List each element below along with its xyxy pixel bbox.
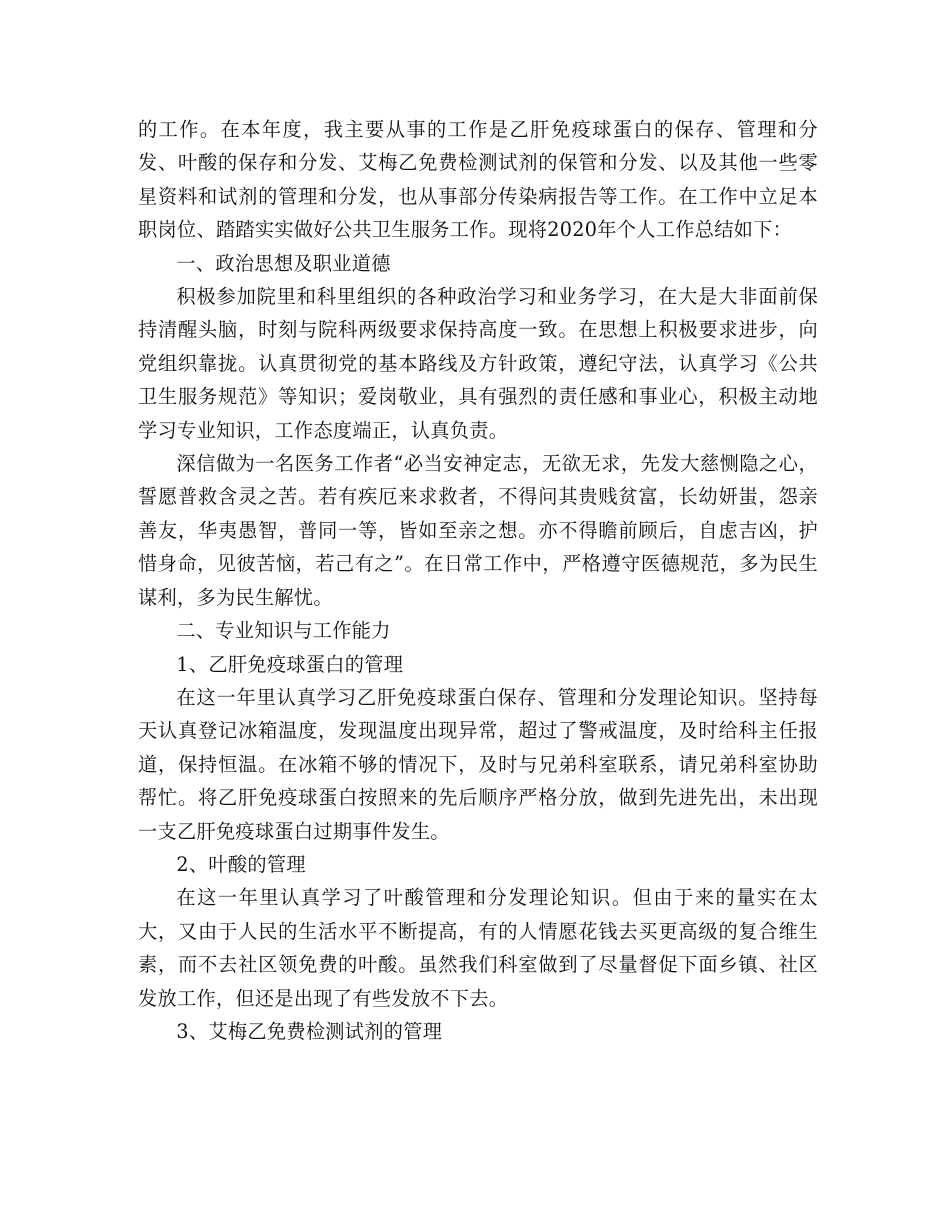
document-body: [138, 113, 818, 1048]
subheading-free-test-reagents: 3、艾梅乙免费检测试剂的管理: [176, 1019, 443, 1043]
paragraph-political-study: 积极参加院里和科里组织的各种政治学习和业务学习，在大是大非面前保持清醒头脑，时刻与院科两级要求保持高度一致。在思想上积极要求进步，向党组织靠拢。认真贯彻党的基本路线及方针政策，遵纪守法，认真学习《公共卫生服务规范》等知识；爱岗敬业，具有强烈的责任感和事业心，积极主动地学习专业知识，工作态度端正，认真负责。: [138, 285, 818, 442]
subheading-folic-acid: 2、叶酸的管理: [176, 852, 306, 876]
section-heading-professional-ability: 二、专业知识与工作能力: [176, 619, 391, 643]
paragraph-continued-intro: 的工作。在本年度，我主要从事的工作是乙肝免疫球蛋白的保存、管理和分发、叶酸的保存和分发、艾梅乙免费检测试剂的保管和分发、以及其他一些零星资料和试剂的管理和分发，也从事部分传染病报告等工作。在工作中立足本职岗位、踏踏实实做好公共卫生服务工作。现将2020年个人工作总结如下：: [138, 118, 818, 242]
section-heading-political-ethics: 一、政治思想及职业道德: [176, 251, 391, 275]
paragraph-folic-acid-management: 在这一年里认真学习了叶酸管理和分发理论知识。但由于来的量实在太大，又由于人民的生活水平不断提高，有的人情愿花钱去买更高级的复合维生素，而不去社区领免费的叶酸。虽然我们科室做到了尽量督促下面乡镇、社区发放工作，但还是出现了有些发放不下去。: [138, 886, 818, 1010]
paragraph-medical-ethics: 深信做为一名医务工作者“必当安神定志，无欲无求，先发大慈恻隐之心，誓愿普救含灵之苦。若有疾厄来求救者，不得问其贵贱贫富，长幼妍蚩，怨亲善友，华夷愚智，普同一等，皆如至亲之想。亦不得瞻前顾后，自虑吉凶，护惜身命，见彼苦恼，若己有之”。在日常工作中，严格遵守医德规范，多为民生谋利，多为民生解忧。: [138, 452, 818, 609]
paragraph-immunoglobulin-management: 在这一年里认真学习乙肝免疫球蛋白保存、管理和分发理论知识。坚持每天认真登记冰箱温度，发现温度出现异常，超过了警戒温度，及时给科主任报道，保持恒温。在冰箱不够的情况下，及时与兄弟科室联系，请兄弟科室协助帮忙。将乙肝免疫球蛋白按照来的先后顺序严格分放，做到先进先出，未出现一支乙肝免疫球蛋白过期事件发生。: [138, 685, 818, 843]
subheading-hepatitis-b-immunoglobulin: 1、乙肝免疫球蛋白的管理: [176, 652, 404, 676]
